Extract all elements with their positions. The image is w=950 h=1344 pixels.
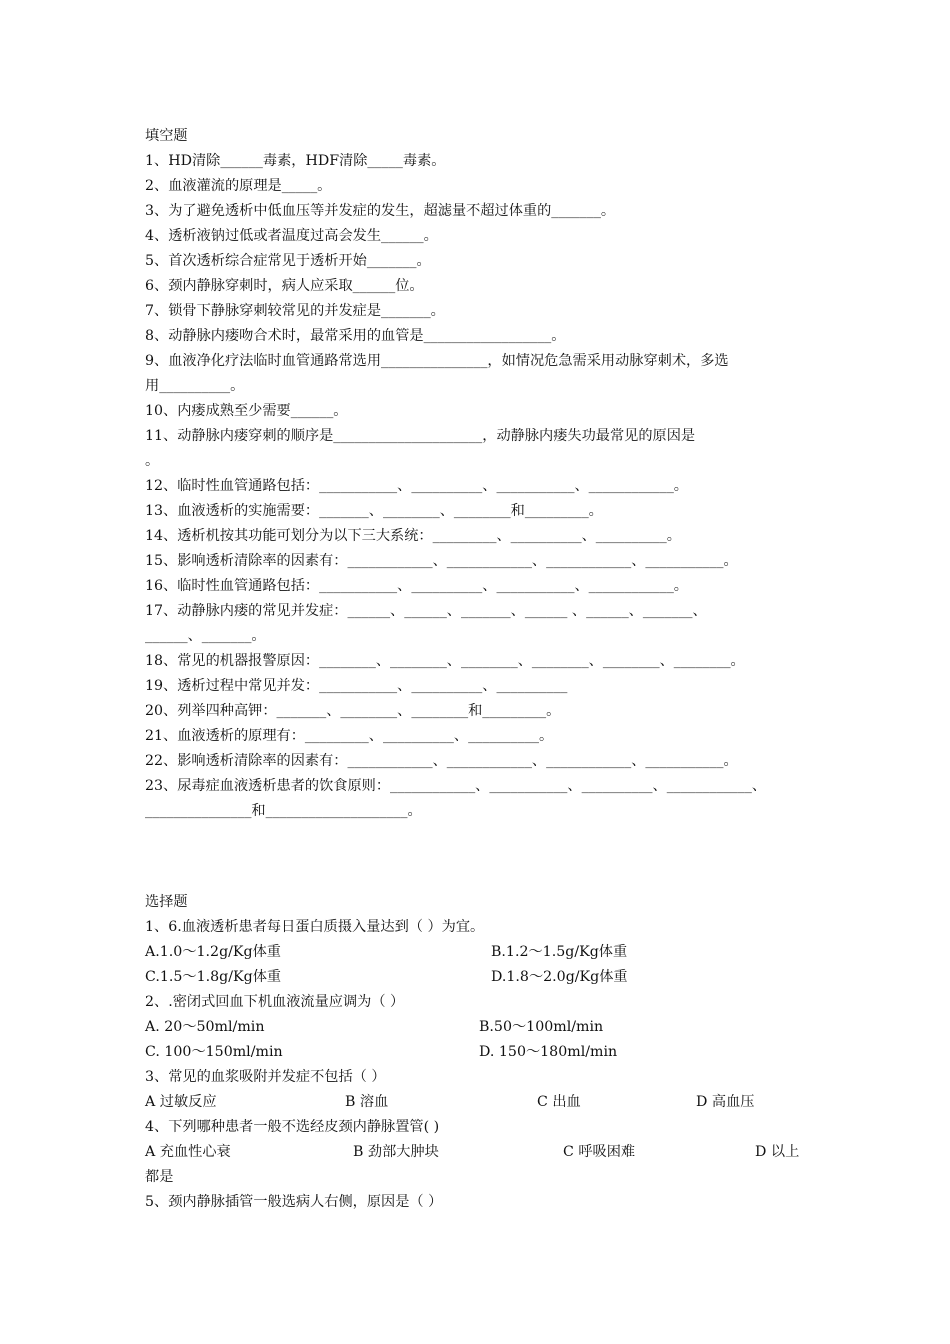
- fill-question-9-cont: 用__________。: [145, 378, 245, 394]
- section-gap: [145, 824, 815, 890]
- option-c: C 出血: [537, 1094, 581, 1110]
- choice-question-2-stem: 2、.密闭式回血下机血液流量应调为（ ）: [145, 994, 405, 1010]
- option-b: B 溶血: [345, 1094, 389, 1110]
- fill-question-10: 10、内瘘成熟至少需要______。: [145, 403, 348, 419]
- choice-question-4-stem: 4、下列哪种患者一般不选经皮颈内静脉置管( ): [145, 1119, 440, 1135]
- fill-question-8: 8、动静脉内瘘吻合术时，最常采用的血管是__________________。: [145, 328, 566, 344]
- fill-question-6: 6、颈内静脉穿刺时，病人应采取______位。: [145, 278, 424, 294]
- choice-question-2-options-row-2: [145, 1040, 815, 1065]
- option-b: B.1.2～1.5g/Kg体重: [491, 944, 628, 960]
- fill-question-19: 19、透析过程中常见并发：___________、__________、__________: [145, 678, 568, 694]
- option-c: C 呼吸困难: [563, 1144, 636, 1160]
- option-a: A. 20～50ml/min: [145, 1019, 265, 1035]
- choice-section-title: 选择题: [145, 894, 188, 910]
- fill-question-11-cont: 。: [145, 453, 160, 469]
- fill-question-20: 20、列举四种高钾：_______、________、________和_________。: [145, 703, 561, 719]
- option-c: C.1.5～1.8g/Kg体重: [145, 969, 282, 985]
- choice-question-5-stem: 5、颈内静脉插管一般选病人右侧，原因是（ ）: [145, 1194, 443, 1210]
- option-d: D.1.8～2.0g/Kg体重: [491, 969, 628, 985]
- fill-question-4: 4、透析液钠过低或者温度过高会发生______。: [145, 228, 438, 244]
- option-b: B 劲部大肿块: [353, 1144, 439, 1160]
- choice-question-1-options-row-1: [145, 940, 815, 965]
- fill-question-17-cont: ______、_______。: [145, 628, 266, 644]
- option-d: D 以上: [755, 1144, 800, 1160]
- choice-question-4-option-d-cont: 都是: [145, 1169, 174, 1185]
- fill-question-15: 15、影响透析清除率的因素有：____________、____________、____________、___________。: [145, 553, 738, 569]
- fill-question-11: 11、动静脉内瘘穿刺的顺序是_____________________，动静脉内瘘失功最常见的原因是: [145, 428, 696, 444]
- fill-question-5: 5、首次透析综合症常见于透析开始_______。: [145, 253, 431, 269]
- fill-question-14: 14、透析机按其功能可划分为以下三大系统：_________、__________、__________。: [145, 528, 681, 544]
- choice-question-3-options: [145, 1090, 815, 1115]
- option-a: A 过敏反应: [145, 1094, 217, 1110]
- fill-question-13: 13、血液透析的实施需要：_______、________、________和_________。: [145, 503, 603, 519]
- fill-question-12: 12、临时性血管通路包括：___________、__________、___________、____________。: [145, 478, 688, 494]
- fill-question-7: 7、锁骨下静脉穿刺较常见的并发症是_______。: [145, 303, 445, 319]
- fill-question-9: 9、血液净化疗法临时血管通路常选用_______________，如情况危急需采用动脉穿刺术，多选: [145, 353, 729, 369]
- document-page: [145, 124, 815, 1215]
- fill-question-23: 23、尿毒症血液透析患者的饮食原则：____________、___________、__________、____________、: [145, 778, 767, 794]
- choice-question-1-stem: 1、6.血液透析患者每日蛋白质摄入量达到（ ）为宜。: [145, 919, 485, 935]
- option-d: D 高血压: [696, 1094, 755, 1110]
- option-b: B.50～100ml/min: [479, 1019, 604, 1035]
- choice-question-1-options-row-2: [145, 965, 815, 990]
- fill-question-1: 1、HD清除______毒素，HDF清除_____毒素。: [145, 153, 446, 169]
- fill-question-18: 18、常见的机器报警原因：________、________、________、________、________、________。: [145, 653, 745, 669]
- option-a: A.1.0～1.2g/Kg体重: [145, 944, 281, 960]
- choice-question-4-options: [145, 1140, 815, 1165]
- option-a: A 充血性心衰: [145, 1144, 231, 1160]
- fill-question-17: 17、动静脉内瘘的常见并发症：______、______、_______、______ 、______、_______、: [145, 603, 707, 619]
- option-c: C. 100～150ml/min: [145, 1044, 283, 1060]
- fill-question-16: 16、临时性血管通路包括：___________、__________、___________、____________。: [145, 578, 688, 594]
- option-d: D. 150～180ml/min: [479, 1044, 618, 1060]
- choice-question-3-stem: 3、常见的血浆吸附并发症不包括（ ）: [145, 1069, 386, 1085]
- fill-question-21: 21、血液透析的原理有：_________、__________、__________。: [145, 728, 554, 744]
- fill-section-title: 填空题: [145, 128, 188, 144]
- fill-question-22: 22、影响透析清除率的因素有：____________、____________、____________、___________。: [145, 753, 738, 769]
- fill-question-2: 2、血液灌流的原理是_____。: [145, 178, 332, 194]
- choice-question-2-options-row-1: [145, 1015, 815, 1040]
- fill-question-23-cont: _______________和____________________。: [145, 803, 422, 819]
- fill-question-3: 3、为了避免透析中低血压等并发症的发生，超滤量不超过体重的_______。: [145, 203, 616, 219]
